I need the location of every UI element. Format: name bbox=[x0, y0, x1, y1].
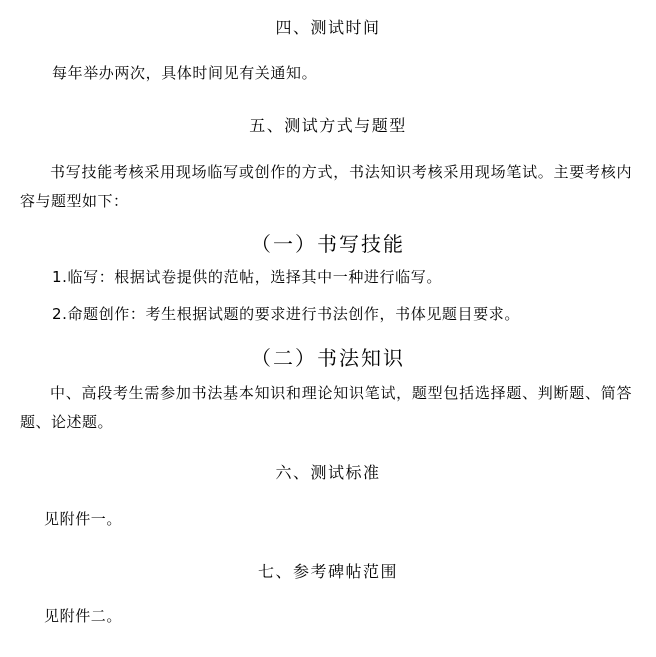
section-5-heading: 五、测试方式与题型 bbox=[249, 116, 407, 135]
subsection-1-item-1: 1.临写：根据试卷提供的范帖，选择其中一种进行临写。 bbox=[52, 268, 442, 286]
subsection-1-item-2: 2.命题创作：考生根据试题的要求进行书法创作，书体见题目要求。 bbox=[52, 305, 520, 323]
section-7-heading: 七、参考碑帖范围 bbox=[257, 562, 398, 581]
section-6-body: 见附件一。 bbox=[44, 510, 123, 528]
section-7-body: 见附件二。 bbox=[44, 607, 123, 625]
subsection-2-body: 中、高段考生需参加书法基本知识和理论知识笔试，题型包括选择题、判断题、简答题、论述题。 bbox=[20, 384, 632, 431]
section-5-body: 书写技能考核采用现场临写或创作的方式，书法知识考核采用现场笔试。主要考核内容与题型如下： bbox=[20, 163, 632, 210]
section-6-heading: 六、测试标准 bbox=[275, 463, 381, 482]
section-4-heading: 四、测试时间 bbox=[275, 18, 381, 37]
subsection-2-heading: （二）书法知识 bbox=[251, 346, 405, 370]
section-4-body: 每年举办两次，具体时间见有关通知。 bbox=[52, 64, 318, 82]
subsection-1-heading: （一）书写技能 bbox=[251, 232, 405, 256]
